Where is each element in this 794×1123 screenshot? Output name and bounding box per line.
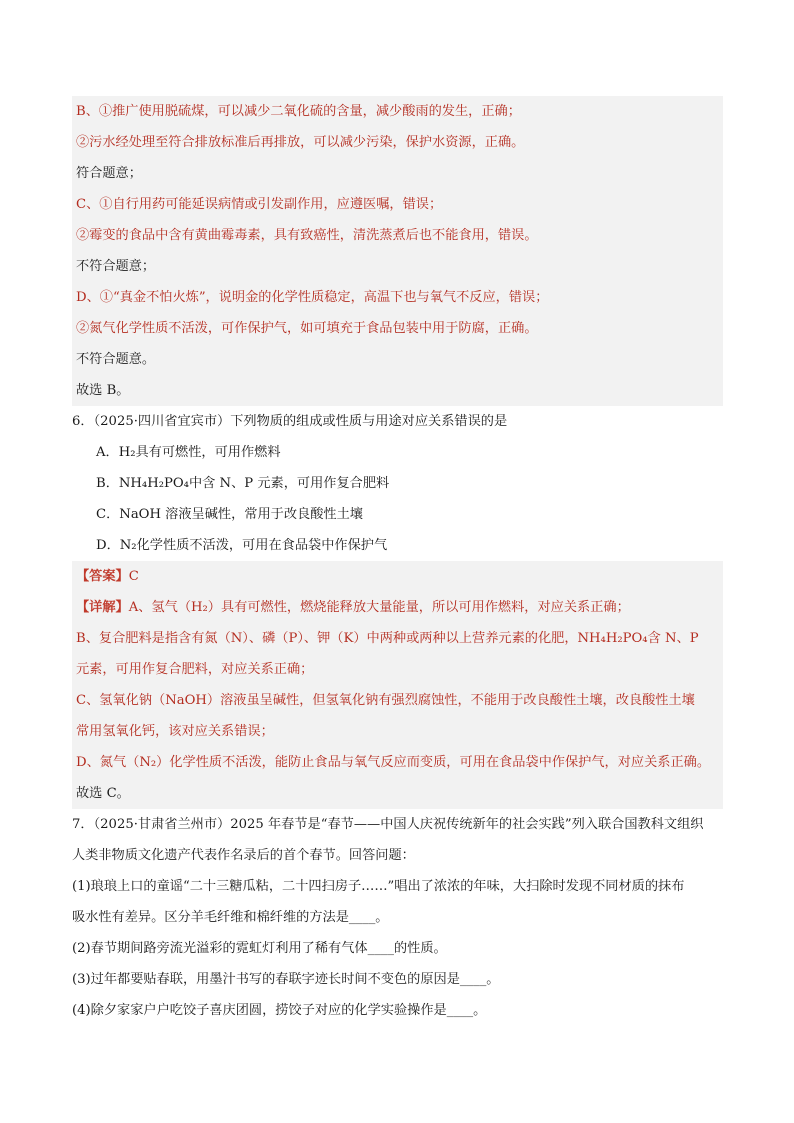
- prev-answer-line: 故选 B。: [76, 383, 130, 398]
- question-7: [72, 809, 723, 1026]
- question-stem: 6．（2025·四川省宜宾市）下列物质的组成或性质与用途对应关系错误的是: [72, 414, 508, 429]
- prev-answer-line: C、①自行用药可能延误病情或引发副作用，应遵医嘱，错误；: [76, 197, 443, 212]
- option-d: D．N₂化学性质不活泼，可用在食品袋中作保护气: [96, 538, 388, 553]
- option-c: C．NaOH 溶液呈碱性，常用于改良酸性土壤: [96, 507, 363, 522]
- sub-question: 吸水性有差异。区分羊毛纤维和棉纤维的方法是____。: [72, 910, 389, 925]
- option-a: A．H₂具有可燃性，可用作燃料: [96, 445, 281, 460]
- option-b: B．NH₄H₂PO₄中含 N、P 元素，可用作复合肥料: [96, 476, 390, 491]
- question-stem-line: 7．（2025·甘肃省兰州市）2025 年春节是“春节——中国人庆祝传统新年的社会实践”列入联合国教科文组织: [72, 817, 704, 832]
- prev-answer-block: [72, 96, 723, 406]
- detail-line: C、氢氧化钠（NaOH）溶液虽呈碱性，但氢氧化钠有强烈腐蚀性，不能用于改良酸性土壤，改良酸性土壤: [76, 693, 695, 708]
- sub-question: (4)除夕家家户户吃饺子喜庆团圆，捞饺子对应的化学实验操作是____。: [72, 1003, 487, 1018]
- prev-answer-line: ②污水经处理至符合排放标准后再排放，可以减少污染，保护水资源，正确。: [76, 135, 525, 150]
- prev-answer-line: D、①“真金不怕火炼”，说明金的化学性质稳定，高温下也与氧气不反应，错误；: [76, 290, 549, 305]
- detail-line: B、复合肥料是指含有氮（N）、磷（P）、钾（K）中两种或两种以上营养元素的化肥，NH₄H₂PO₄含 N、P: [76, 631, 699, 646]
- detail-line: [76, 592, 719, 623]
- detail-text: A、氢气（H₂）具有可燃性，燃烧能释放大量能量，所以可用作燃料，对应关系正确；: [128, 600, 630, 615]
- document-page: [72, 96, 723, 1026]
- sub-question: (3)过年都要贴春联，用墨汁书写的春联字迹长时间不变色的原因是____。: [72, 972, 500, 987]
- answer-value: C: [128, 569, 139, 584]
- q6-answer-block: [72, 561, 723, 809]
- detail-line: 故选 C。: [76, 786, 130, 801]
- prev-answer-line: ②霉变的食品中含有黄曲霉毒素，具有致癌性，清洗蒸煮后也不能食用，错误。: [76, 228, 538, 243]
- question-stem-line: 人类非物质文化遗产代表作名录后的首个春节。回答问题：: [72, 848, 415, 863]
- prev-answer-line: 符合题意；: [76, 166, 142, 181]
- sub-question: (1)琅琅上口的童谣“二十三糖瓜粘，二十四扫房子……”唱出了浓浓的年味，大扫除时发现不同材质的抹布: [72, 879, 685, 894]
- answer-label: 【答案】: [76, 569, 129, 584]
- detail-label: 【详解】: [76, 600, 129, 615]
- question-6: [72, 406, 723, 561]
- prev-answer-line: B、①推广使用脱硫煤，可以减少二氧化硫的含量，减少酸雨的发生，正确；: [76, 104, 521, 119]
- prev-answer-line: 不符合题意；: [76, 259, 156, 274]
- detail-line: 常用氢氧化钙，该对应关系错误；: [76, 724, 274, 739]
- prev-answer-line: 不符合题意。: [76, 352, 156, 367]
- sub-question: (2)春节期间路旁流光溢彩的霓虹灯利用了稀有气体____的性质。: [72, 941, 447, 956]
- answer-line: [76, 561, 719, 592]
- detail-line: D、氮气（N₂）化学性质不活泼，能防止食品与氧气反应而变质，可用在食品袋中作保护气，对应关系正确。: [76, 755, 711, 770]
- detail-line: 元素，可用作复合肥料，对应关系正确；: [76, 662, 314, 677]
- prev-answer-line: ②氮气化学性质不活泼，可作保护气，如可填充于食品包装中用于防腐，正确。: [76, 321, 538, 336]
